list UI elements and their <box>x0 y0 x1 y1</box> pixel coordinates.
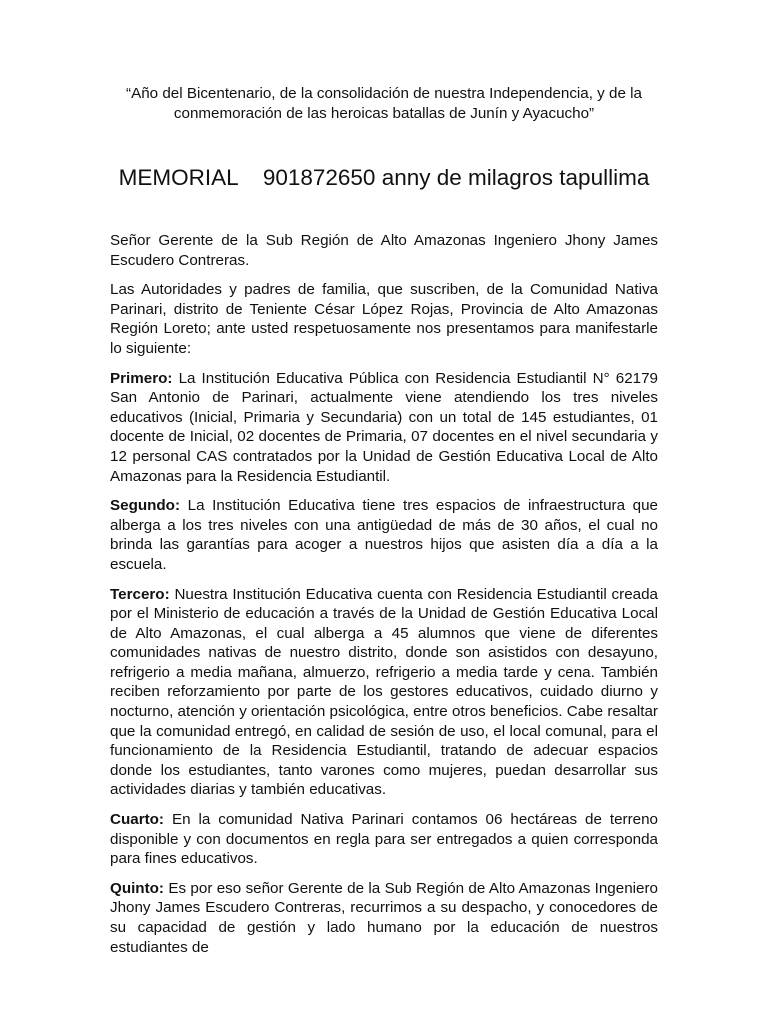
point-paragraph-tercero <box>110 585 658 801</box>
point-label: Quinto: <box>110 879 164 897</box>
point-label: Primero: <box>110 369 173 387</box>
memorial-title: MEMORIAL 901872650 anny de milagros tapullima <box>118 165 650 190</box>
point-text: Nuestra Institución Educativa cuenta con Residencia Estudiantil creada por el Ministerio de educación a través de la Unidad de Gestión Educativa Local de Alto Amazonas, el cual alberga a 45 alumnos que viene de diferentes comunidades nativas de nuestro distrito, donde son asistidos con desayuno, refrigerio a media mañana, almuerzo, refrigerio a media tarde y cena. También reciben reforzamiento por parte de los gestores educativos, cuidado diurno y nocturno, atención y orientación psicológica, entre otros beneficios. Cabe resaltar que la comunidad entregó, en calidad de sesión de uso, el local comunal, para el funcionamiento de la Residencia Estudiantil, tratando de adecuar espacios donde los estudiantes, tanto varones como mujeres, puedan desarrollar sus actividades diarias y también educativas. <box>110 585 658 799</box>
point-label: Cuarto: <box>110 811 164 829</box>
point-label: Segundo: <box>110 497 181 515</box>
point-label: Tercero: <box>110 585 170 603</box>
header-quote: “Año del Bicentenario, de la consolidación de nuestra Independencia, y de la conmemoración de las heroicas batallas de Junín y Ayacucho” <box>126 85 642 122</box>
point-paragraph-primero <box>110 369 658 487</box>
point-text: La Institución Educativa tiene tres espacios de infraestructura que alberga a los tres niveles con una antigüedad de más de 30 años, el cual no brinda las garantías para acoger a nuestros hijos que asisten día a día a la escuela. <box>110 497 658 573</box>
point-paragraph-segundo <box>110 496 658 574</box>
point-paragraph-quinto <box>110 879 658 957</box>
point-text: La Institución Educativa Pública con Residencia Estudiantil N° 62179 San Antonio de Parinari, actualmente viene atendiendo los tres niveles educativos (Inicial, Primaria y Secundaria) con un total de 145 estudiantes, 01 docente de Inicial, 02 docentes de Primaria, 07 docentes en el nivel secundaria y 12 personal CAS contratados por la Unidad de Gestión Educativa Local de Alto Amazonas para la Residencia Estudiantil. <box>110 369 658 485</box>
point-text: Es por eso señor Gerente de la Sub Región de Alto Amazonas Ingeniero Jhony James Escudero Contreras, recurrimos a su despacho, y conocedores de su capacidad de gestión y lado humano por la educación de nuestros estudiantes de <box>110 879 658 956</box>
salutation-paragraph: Señor Gerente de la Sub Región de Alto Amazonas Ingeniero Jhony James Escudero Contreras. <box>110 232 658 269</box>
intro-paragraph: Las Autoridades y padres de familia, que suscriben, de la Comunidad Nativa Parinari, distrito de Teniente César López Rojas, Provincia de Alto Amazonas Región Loreto; ante usted respetuosamente nos presentamos para manifestarle lo siguiente: <box>110 281 658 357</box>
memorial-body <box>110 231 658 967</box>
point-paragraph-cuarto <box>110 810 658 869</box>
point-text: En la comunidad Nativa Parinari contamos 06 hectáreas de terreno disponible y con documentos en regla para ser entregados a quien corresponda para fines educativos. <box>110 811 658 868</box>
